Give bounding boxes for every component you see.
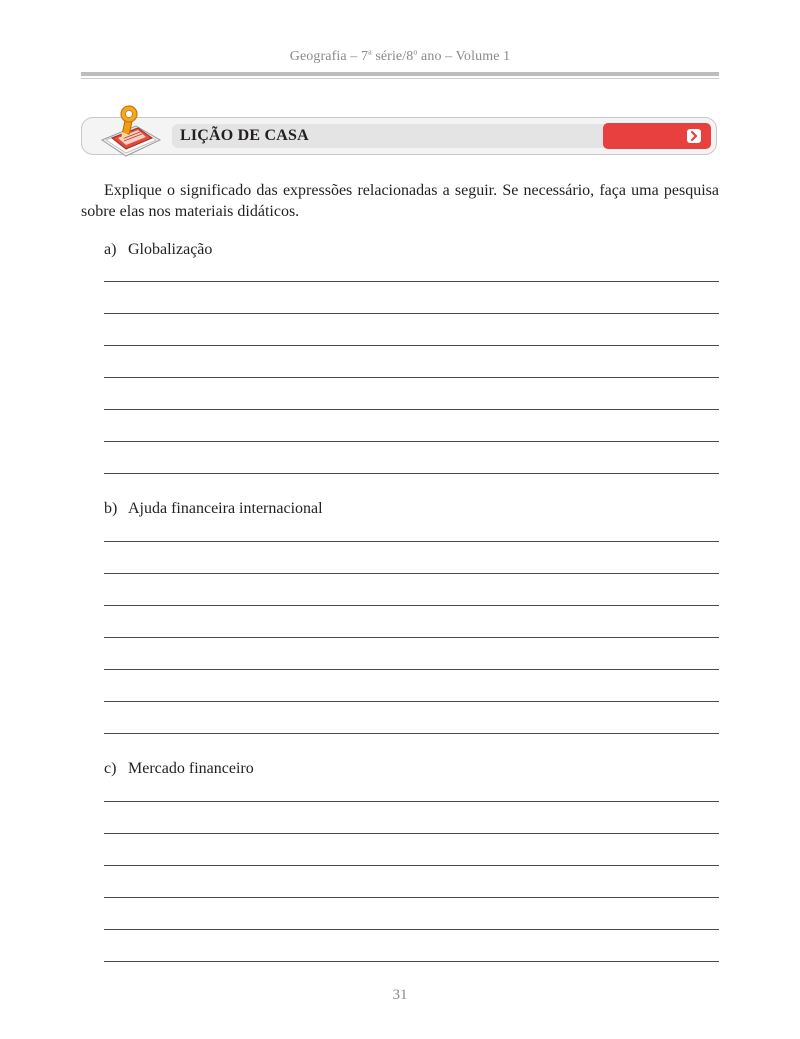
header-sup-o: o	[413, 47, 418, 57]
item-c-label	[104, 760, 254, 778]
answer-line-c6[interactable]	[104, 961, 719, 962]
answer-line-c3[interactable]	[104, 865, 719, 866]
chevron-right-icon	[687, 129, 701, 143]
answer-line-c5[interactable]	[104, 929, 719, 930]
header-mid: série/8	[371, 49, 414, 64]
item-a-letter: a)	[104, 241, 117, 258]
item-b-text: Ajuda financeira internacional	[128, 500, 323, 517]
answer-line-a6[interactable]	[104, 441, 719, 442]
item-c-text: Mercado financeiro	[128, 760, 254, 777]
header-rule-thin	[81, 78, 719, 79]
homework-pencil-icon	[96, 104, 164, 162]
running-header	[0, 49, 800, 65]
header-prefix: Geografia – 7	[289, 49, 369, 64]
header-suffix: ano – Volume 1	[417, 49, 511, 64]
answer-line-c1[interactable]	[104, 801, 719, 802]
answer-line-a2[interactable]	[104, 313, 719, 314]
answer-line-b5[interactable]	[104, 669, 719, 670]
answer-line-a7[interactable]	[104, 473, 719, 474]
item-b-label	[104, 500, 323, 518]
answer-line-b6[interactable]	[104, 701, 719, 702]
answer-line-a3[interactable]	[104, 345, 719, 346]
item-a-text: Globalização	[128, 241, 213, 258]
answer-line-c4[interactable]	[104, 897, 719, 898]
instruction-text: Explique o significado das expressões relacionadas a seguir. Se necessário, faça uma pesquisa sobre elas nos materiais didáticos.	[81, 182, 719, 220]
section-title: LIÇÃO DE CASA	[180, 127, 309, 144]
header-rule	[81, 72, 719, 76]
header-sup-a: a	[368, 47, 372, 57]
item-c-letter: c)	[104, 760, 117, 777]
answer-line-b3[interactable]	[104, 605, 719, 606]
answer-line-a5[interactable]	[104, 409, 719, 410]
answer-line-b2[interactable]	[104, 573, 719, 574]
answer-line-b7[interactable]	[104, 733, 719, 734]
answer-line-a1[interactable]	[104, 281, 719, 282]
answer-line-b4[interactable]	[104, 637, 719, 638]
page-number: 31	[392, 987, 408, 1003]
item-b-letter: b)	[104, 500, 118, 517]
banner-accent-bar	[603, 123, 711, 149]
item-a-label	[104, 241, 212, 259]
answer-line-a4[interactable]	[104, 377, 719, 378]
answer-line-b1[interactable]	[104, 541, 719, 542]
section-banner	[81, 117, 717, 155]
answer-line-c2[interactable]	[104, 833, 719, 834]
